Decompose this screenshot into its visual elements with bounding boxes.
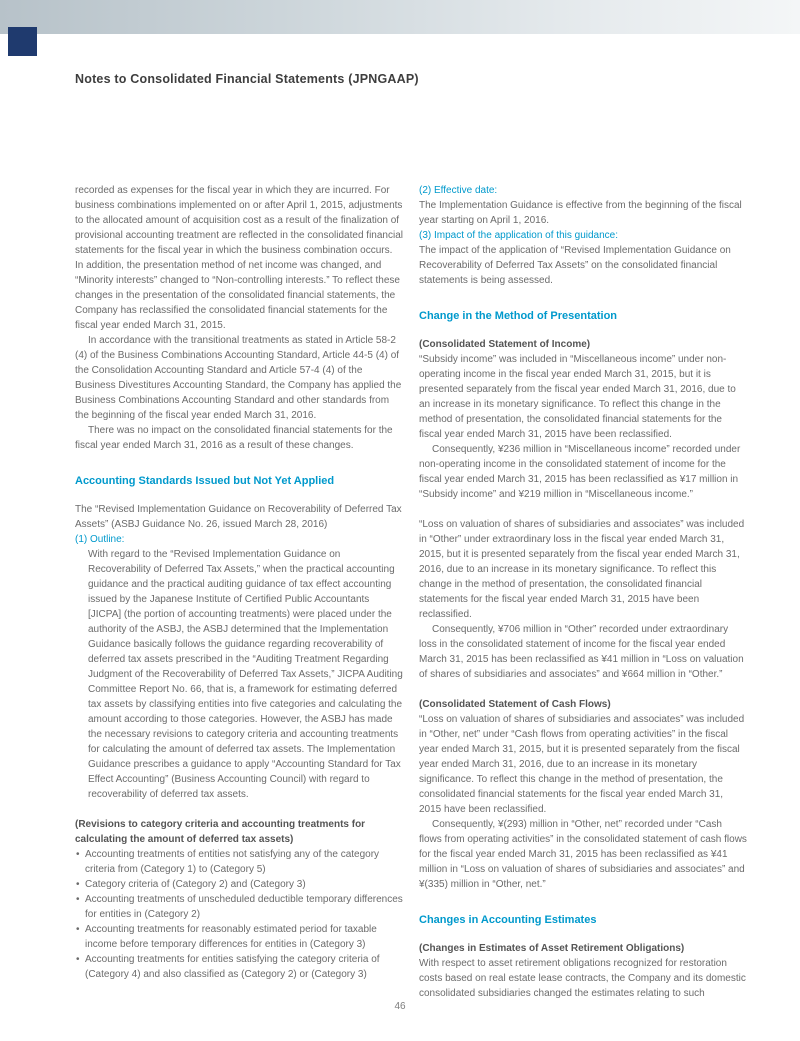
bullet-list xyxy=(75,847,403,982)
asset-retirement-subheading: (Changes in Estimates of Asset Retirement Obligations) xyxy=(419,943,685,954)
bullet-item: • Accounting treatments for reasonably estimated period for taxable income before temporary differences for entities in (Category 3) xyxy=(75,922,403,952)
body-paragraph: “Loss on valuation of shares of subsidiaries and associates” was included in “Other, net” under “Cash flows from operating activities” in the fiscal year ended March 31, 2015, but it is presented separately from the fiscal year ended March 31, 2016, due to an increase in its monetary significance. To reflect this change in the method of presentation, the consolidated financial statements for the fiscal year ended March 31, 2015 have been reclassified. xyxy=(419,714,745,815)
body-paragraph: With respect to asset retirement obligations recognized for restoration costs based on real estate lease contracts, the Company and its domestic consolidated subsidiaries changed the estimates relating to such xyxy=(419,958,746,999)
income-subheading: (Consolidated Statement of Income) xyxy=(419,339,591,350)
page-number: 46 xyxy=(394,1001,406,1012)
right-column xyxy=(419,183,747,1001)
revisions-subheading: (Revisions to category criteria and accounting treatments for calculating the amount of deferred tax assets) xyxy=(75,819,366,845)
two-column-body xyxy=(75,183,747,1001)
body-paragraph: The “Revised Implementation Guidance on Recoverability of Deferred Tax Assets” (ASBJ Guidance No. 26, issued March 28, 2016) xyxy=(75,504,402,530)
body-paragraph: “Subsidy income” was included in “Miscellaneous income” under non-operating income in the fiscal year ended March 31, 2015, but it is presented separately from the fiscal year ended March 31, 2016, due to an increase in its monetary significance. To reflect this change in the method of presentation, the consolidated financial statements for the fiscal year ended March 31, 2015 have been reclassified. xyxy=(419,354,736,440)
body-paragraph: Consequently, ¥706 million in “Other” recorded under extraordinary loss in the consolidated statement of income for the fiscal year ended March 31, 2015 has been reclassified as ¥41 million in “Loss on valuation of shares of subsidiaries and associates” and ¥664 million in “Other.” xyxy=(419,624,744,680)
left-column xyxy=(75,183,403,1001)
header-gradient-band xyxy=(0,0,800,34)
body-paragraph: The Implementation Guidance is effective from the beginning of the fiscal year starting on April 1, 2016. xyxy=(419,200,742,226)
bullet-item: • Accounting treatments of entities not satisfying any of the category criteria from (Category 1) to (Category 5) xyxy=(75,847,403,877)
body-paragraph: recorded as expenses for the fiscal year in which they are incurred. For business combinations implemented on or after April 1, 2015, adjustments to the allocated amount of acquisition cost as a result of the finalization of provisional accounting treatment are reflected in the consolidated financial statements for the fiscal year in which the business combination occurs. In addition, the presentation method of net income was changed, and “Minority interests” changed to “Non-controlling interests.” To reflect these changes in the presentation of the consolidated financial statements, the Company has reclassified the consolidated financial statements for the fiscal year ended March 31, 2015. xyxy=(75,185,403,331)
bullet-item: • Accounting treatments for entities satisfying the category criteria of (Category 4) and also classified as (Category 2) or (Category 3) xyxy=(75,952,403,982)
bullet-item: • Accounting treatments of unscheduled deductible temporary differences for entities in (Category 2) xyxy=(75,892,403,922)
impact-label: (3) Impact of the application of this guidance: xyxy=(419,230,619,241)
section-heading-accounting-standards: Accounting Standards Issued but Not Yet Applied xyxy=(75,475,335,487)
section-heading-accounting-estimates: Changes in Accounting Estimates xyxy=(419,914,597,926)
document-title: Notes to Consolidated Financial Statements (JPNGAAP) xyxy=(75,72,419,86)
effective-date-label: (2) Effective date: xyxy=(419,185,498,196)
outline-label: (1) Outline: xyxy=(75,534,125,545)
body-paragraph: The impact of the application of “Revised Implementation Guidance on Recoverability of Deferred Tax Assets” on the consolidated financial statements is being assessed. xyxy=(419,245,731,286)
outline-paragraph: With regard to the “Revised Implementation Guidance on Recoverability of Deferred Tax Assets,” when the practical accounting guidance and the practical auditing guidance of tax effect accounting issued by the Japanese Institute of Certified Public Accountants [JICPA] (the portion of accounting treatments) were placed under the authority of the ASBJ, the ASBJ determined that the Implementation Guidance basically follows the guidance regarding recoverability of deferred tax assets prescribed in the “Auditing Treatment Regarding Judgment of the Recoverability of Deferred Tax Assets,” JICPA Auditing Committee Report No. 66, that is, a framework for estimating deferred tax assets by classifying entities into five categories and calculating the amount according to those categories. However, the ASBJ has made the necessary revisions to category criteria and accounting treatments for calculating the amount of deferred tax assets. The Implementation Guidance prescribes a guidance to apply “Accounting Standard for Tax Effect Accounting” (Business Accounting Council) with regard to recoverability of deferred tax assets. xyxy=(88,549,403,800)
body-paragraph: Consequently, ¥(293) million in “Other, net” recorded under “Cash flows from operating activities” in the consolidated statement of cash flows for the fiscal year ended March 31, 2015 has been reclassified as ¥41 million in “Loss on valuation of shares of subsidiaries and associates” and ¥(335) million in “Other, net.” xyxy=(419,819,747,890)
body-paragraph: “Loss on valuation of shares of subsidiaries and associates” was included in “Other” under extraordinary loss in the fiscal year ended March 31, 2015, but it is presented separately from the fiscal year ended March 31, 2016, due to an increase in its monetary significance. To reflect this change in the method of presentation, the consolidated financial statements for the fiscal year ended March 31, 2015 have been reclassified. xyxy=(419,519,745,620)
brand-corner-mark xyxy=(8,27,37,56)
bullet-item: • Category criteria of (Category 2) and (Category 3) xyxy=(75,877,403,892)
body-paragraph: In accordance with the transitional treatments as stated in Article 58-2 (4) of the Business Combinations Accounting Standard, Article 44-5 (4) of the Consolidation Accounting Standard and Article 57-4 (4) of the Business Divestitures Accounting Standard, the Company has applied the Business Combinations Accounting Standard and other standards from the beginning of the fiscal year ended March 31, 2016. xyxy=(75,335,402,421)
cash-flows-subheading: (Consolidated Statement of Cash Flows) xyxy=(419,699,611,710)
body-paragraph: There was no impact on the consolidated financial statements for the fiscal year ended March 31, 2016 as a result of these changes. xyxy=(75,425,393,451)
section-heading-method-of-presentation: Change in the Method of Presentation xyxy=(419,310,618,322)
body-paragraph: Consequently, ¥236 million in “Miscellaneous income” recorded under non-operating income in the consolidated statement of income for the fiscal year ended March 31, 2015 has been reclassified as ¥17 million in “Subsidy income” and ¥219 million in “Miscellaneous income.” xyxy=(419,444,741,500)
